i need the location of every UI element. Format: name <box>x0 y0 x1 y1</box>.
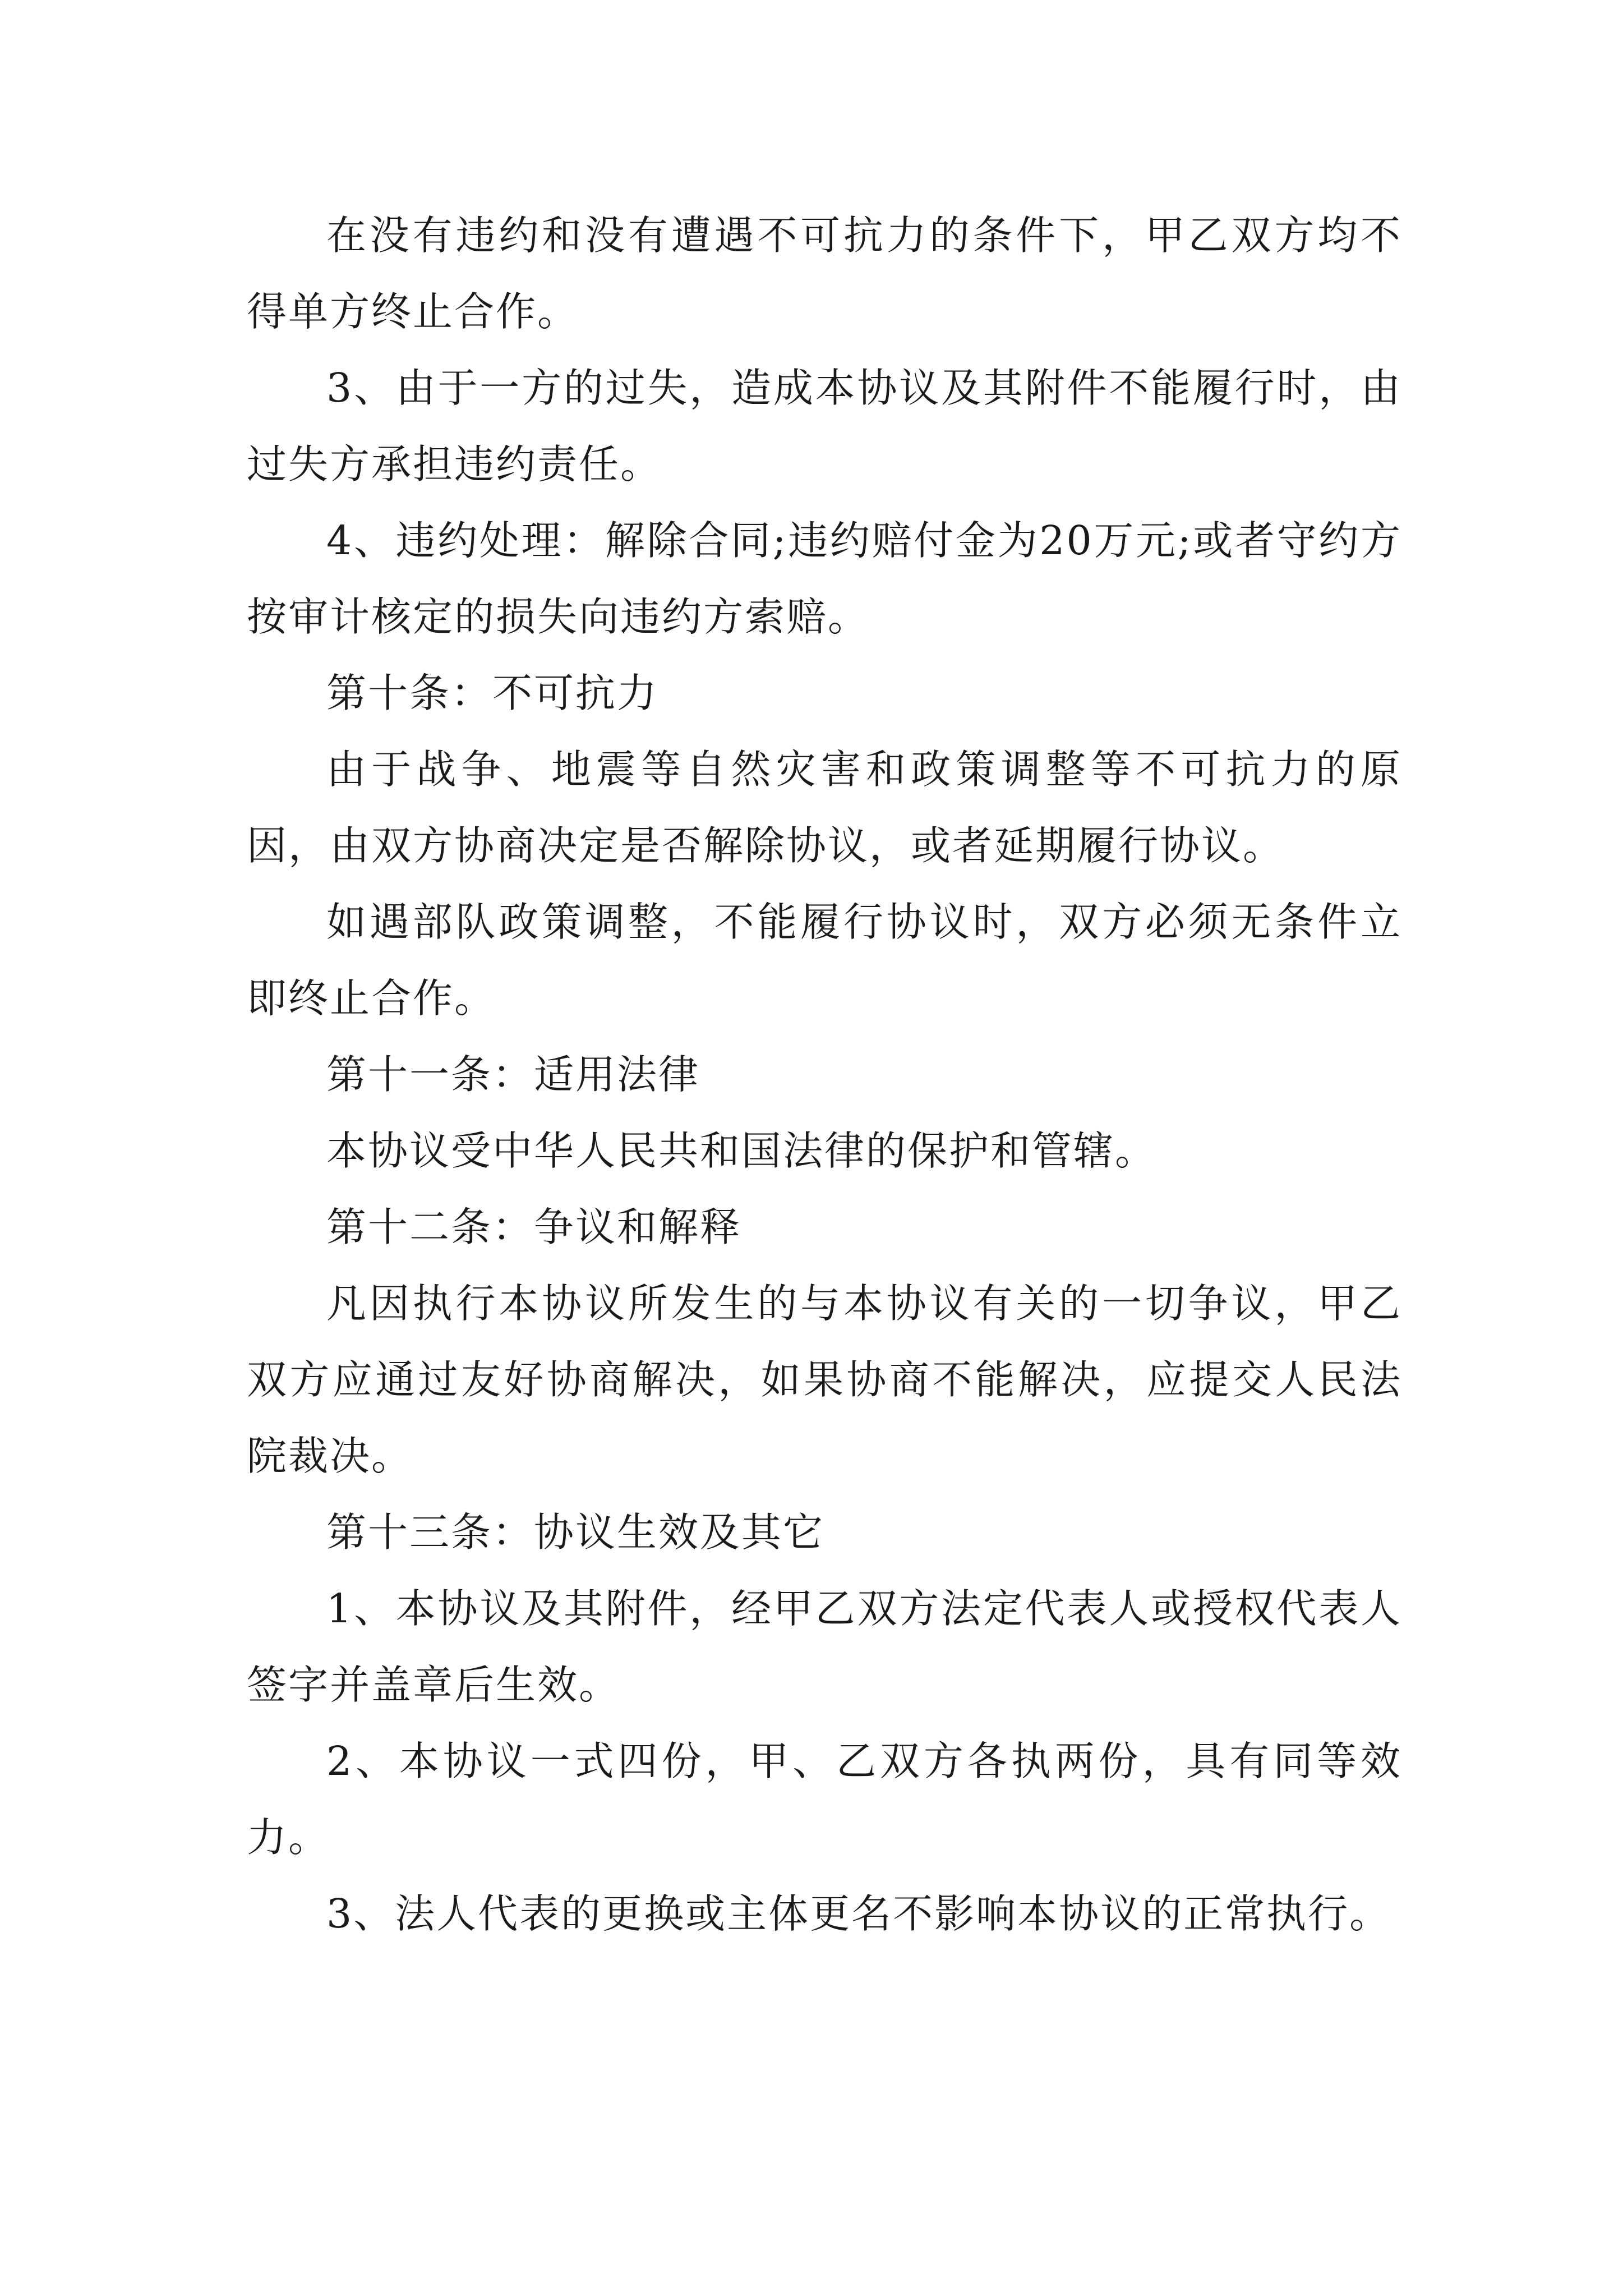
paragraph: 3、由于一方的过失，造成本协议及其附件不能履行时，由过失方承担违约责任。 <box>247 365 1402 487</box>
paragraph: 由于战争、地震等自然灾害和政策调整等不可抗力的原因，由双方协商决定是否解除协议，或者延期履行协议。 <box>247 746 1402 869</box>
paragraph: 3、法人代表的更换或主体更名不影响本协议的正常执行。 <box>326 1890 1391 1937</box>
section-heading: 第十三条：协议生效及其它 <box>326 1509 825 1556</box>
paragraph: 2、本协议一式四份，甲、乙双方各执两份，具有同等效力。 <box>247 1738 1402 1861</box>
paragraph: 4、违约处理：解除合同;违约赔付金为20万元;或者守约方按审计核定的损失向违约方索赔。 <box>247 517 1402 640</box>
paragraph: 1、本协议及其附件，经甲乙双方法定代表人或授权代表人签字并盖章后生效。 <box>247 1585 1402 1708</box>
section-heading: 第十二条：争议和解释 <box>326 1204 742 1250</box>
section-heading: 第十一条：适用法律 <box>326 1051 700 1098</box>
paragraph: 本协议受中华人民共和国法律的保护和管辖。 <box>326 1128 1157 1174</box>
paragraph: 如遇部队政策调整，不能履行协议时，双方必须无条件立即终止合作。 <box>247 899 1402 1022</box>
paragraph: 凡因执行本协议所发生的与本协议有关的一切争议，甲乙双方应通过友好协商解决，如果协商不能解决，应提交人民法院裁决。 <box>247 1280 1402 1479</box>
document-body <box>247 197 1402 1952</box>
paragraph: 在没有违约和没有遭遇不可抗力的条件下，甲乙双方均不得单方终止合作。 <box>247 212 1402 335</box>
section-heading: 第十条：不可抗力 <box>326 670 659 716</box>
